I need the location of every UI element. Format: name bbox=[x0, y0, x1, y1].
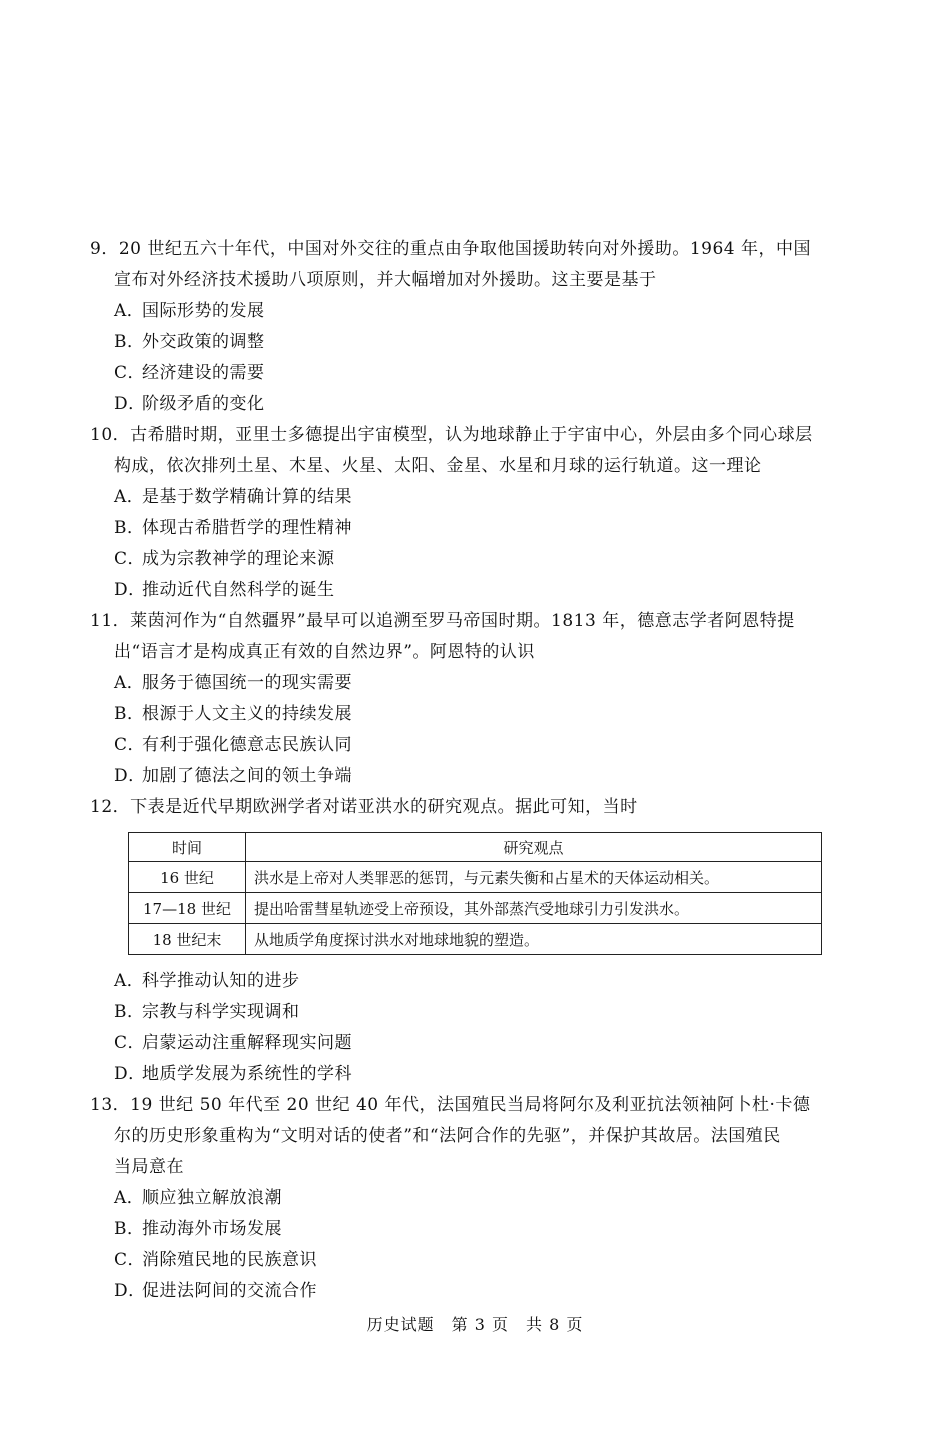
question-stem-line: 出“语言才是构成真正有效的自然边界”。阿恩特的认识 bbox=[114, 642, 535, 662]
question-number: 10． bbox=[90, 425, 131, 445]
table-cell-time: 18 世纪末 bbox=[129, 924, 246, 955]
table-header-time: 时间 bbox=[129, 833, 246, 862]
question-13 bbox=[90, 1090, 860, 1307]
question-stem-line: 当局意在 bbox=[114, 1157, 184, 1177]
option-d[interactable]: D．地质学发展为系统性的学科 bbox=[114, 1064, 352, 1084]
option-d[interactable]: D．阶级矛盾的变化 bbox=[114, 394, 265, 414]
option-d[interactable]: D．加剧了德法之间的领土争端 bbox=[114, 766, 352, 786]
table-header-row bbox=[129, 833, 822, 862]
table-cell-view: 从地质学角度探讨洪水对地球地貌的塑造。 bbox=[246, 924, 822, 955]
question-11 bbox=[90, 606, 860, 792]
option-c[interactable]: C．消除殖民地的民族意识 bbox=[114, 1250, 317, 1270]
option-b[interactable]: B．外交政策的调整 bbox=[114, 332, 265, 352]
option-a[interactable]: A．国际形势的发展 bbox=[114, 301, 265, 321]
question-stem-line: 10．古希腊时期，亚里士多德提出宇宙模型，认为地球静止于宇宙中心，外层由多个同心球层 bbox=[90, 425, 813, 445]
question-number: 12． bbox=[90, 797, 131, 817]
option-d[interactable]: D．促进法阿间的交流合作 bbox=[114, 1281, 317, 1301]
option-c[interactable]: C．有利于强化德意志民族认同 bbox=[114, 735, 352, 755]
question-12 bbox=[90, 792, 860, 823]
question-stem-line: 9．20 世纪五六十年代，中国对外交往的重点由争取他国援助转向对外援助。1964 年，中国 bbox=[90, 239, 812, 259]
question-stem-line: 12．下表是近代早期欧洲学者对诺亚洪水的研究观点。据此可知，当时 bbox=[90, 797, 638, 817]
table-cell-view: 提出哈雷彗星轨迹受上帝预设，其外部蒸汽受地球引力引发洪水。 bbox=[246, 893, 822, 924]
question-stem-line: 11．莱茵河作为“自然疆界”最早可以追溯至罗马帝国时期。1813 年，德意志学者阿恩特提 bbox=[90, 611, 795, 631]
question-10 bbox=[90, 420, 860, 606]
research-table bbox=[128, 832, 822, 955]
table-header-view: 研究观点 bbox=[246, 833, 822, 862]
option-c[interactable]: C．成为宗教神学的理论来源 bbox=[114, 549, 335, 569]
question-stem-line: 尔的历史形象重构为“文明对话的使者”和“法阿合作的先驱”，并保护其故居。法国殖民 bbox=[114, 1126, 781, 1146]
table-cell-view: 洪水是上帝对人类罪恶的惩罚，与元素失衡和占星术的天体运动相关。 bbox=[246, 862, 822, 893]
table-cell-time: 17—18 世纪 bbox=[129, 893, 246, 924]
option-a[interactable]: A．服务于德国统一的现实需要 bbox=[114, 673, 352, 693]
table-cell-time: 16 世纪 bbox=[129, 862, 246, 893]
question-number: 11． bbox=[90, 611, 131, 631]
table-row bbox=[129, 862, 822, 893]
question-number: 13． bbox=[90, 1095, 131, 1115]
question-number: 9． bbox=[90, 239, 119, 259]
question-12-options bbox=[90, 966, 860, 1090]
table-row bbox=[129, 893, 822, 924]
option-a[interactable]: A．科学推动认知的进步 bbox=[114, 971, 300, 991]
table-row bbox=[129, 924, 822, 955]
question-stem-line: 13．19 世纪 50 年代至 20 世纪 40 年代，法国殖民当局将阿尔及利亚抗法领袖阿卜杜·卡德 bbox=[90, 1095, 811, 1115]
option-b[interactable]: B．体现古希腊哲学的理性精神 bbox=[114, 518, 352, 538]
question-stem-line: 构成，依次排列土星、木星、火星、太阳、金星、水星和月球的运行轨道。这一理论 bbox=[114, 456, 762, 476]
question-9 bbox=[90, 234, 860, 420]
option-a[interactable]: A．是基于数学精确计算的结果 bbox=[114, 487, 352, 507]
question-stem-line: 宣布对外经济技术援助八项原则，并大幅增加对外援助。这主要是基于 bbox=[114, 270, 657, 290]
option-b[interactable]: B．推动海外市场发展 bbox=[114, 1219, 282, 1239]
option-d[interactable]: D．推动近代自然科学的诞生 bbox=[114, 580, 335, 600]
option-c[interactable]: C．启蒙运动注重解释现实问题 bbox=[114, 1033, 352, 1053]
option-b[interactable]: B．根源于人文主义的持续发展 bbox=[114, 704, 352, 724]
option-a[interactable]: A．顺应独立解放浪潮 bbox=[114, 1188, 282, 1208]
option-c[interactable]: C．经济建设的需要 bbox=[114, 363, 265, 383]
page-footer: 历史试题 第 3 页 共 8 页 bbox=[366, 1315, 584, 1334]
option-b[interactable]: B．宗教与科学实现调和 bbox=[114, 1002, 300, 1022]
